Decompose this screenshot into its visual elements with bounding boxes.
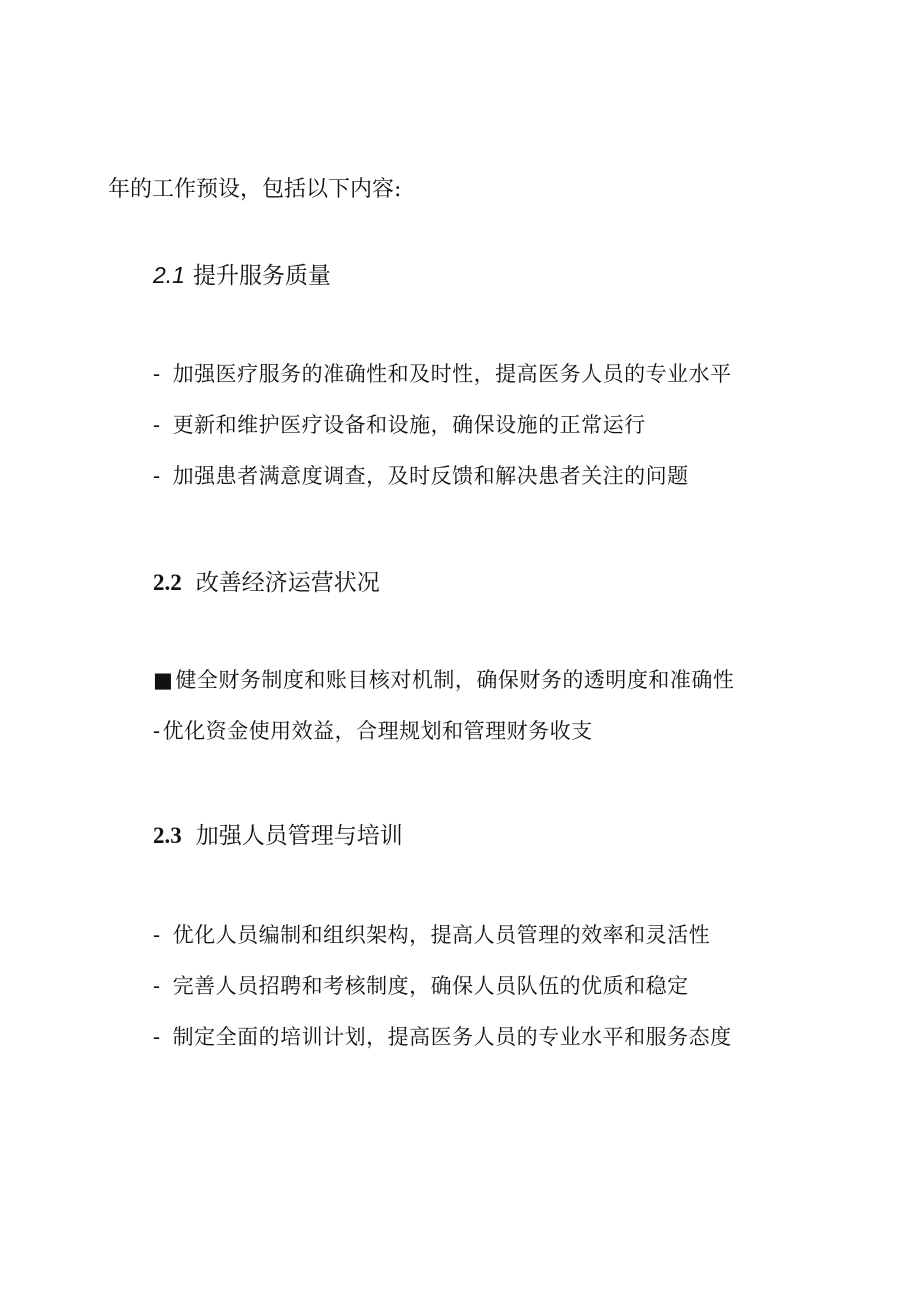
intro-text: 年的工作预设，包括以下内容: (108, 177, 402, 202)
section-number: 2.3 (153, 823, 182, 848)
list-marker: - (153, 362, 161, 386)
list-item-text: 健全财务制度和账目核对机制，确保财务的透明度和准确性 (175, 668, 735, 692)
section-title: 改善经济运营状况 (195, 570, 380, 596)
section-heading-2-1 (153, 264, 331, 288)
section-heading-2-3 (153, 824, 403, 848)
list-marker: - (153, 719, 161, 743)
list-item (153, 466, 689, 487)
section-heading-2-2 (153, 571, 380, 595)
list-marker: - (153, 974, 161, 998)
list-item-text: 优化资金使用效益，合理规划和管理财务收支 (162, 719, 593, 743)
list-item (153, 925, 710, 946)
list-item (153, 670, 734, 691)
list-item-text: 加强患者满意度调查，及时反馈和解决患者关注的问题 (172, 464, 689, 488)
list-item-text: 更新和维护医疗设备和设施，确保设施的正常运行 (172, 413, 646, 437)
list-marker: - (153, 923, 161, 947)
section-number: 2.1 (153, 262, 185, 288)
list-marker: - (153, 464, 161, 488)
list-item (153, 364, 732, 385)
section-title: 提升服务质量 (192, 263, 331, 289)
list-item (153, 1027, 732, 1048)
list-item (153, 415, 646, 436)
list-item-text: 完善人员招聘和考核制度，确保人员队伍的优质和稳定 (172, 974, 689, 998)
list-marker: - (153, 413, 161, 437)
section-number: 2.2 (153, 570, 182, 595)
list-marker: - (153, 1025, 161, 1049)
list-item (153, 976, 689, 997)
list-item-text: 加强医疗服务的准确性和及时性，提高医务人员的专业水平 (172, 362, 732, 386)
list-item-text: 制定全面的培训计划，提高医务人员的专业水平和服务态度 (172, 1025, 732, 1049)
list-marker: ■ (153, 668, 174, 692)
section-title: 加强人员管理与培训 (195, 823, 403, 849)
list-item-text: 优化人员编制和组织架构，提高人员管理的效率和灵活性 (172, 923, 711, 947)
list-item (153, 721, 593, 742)
